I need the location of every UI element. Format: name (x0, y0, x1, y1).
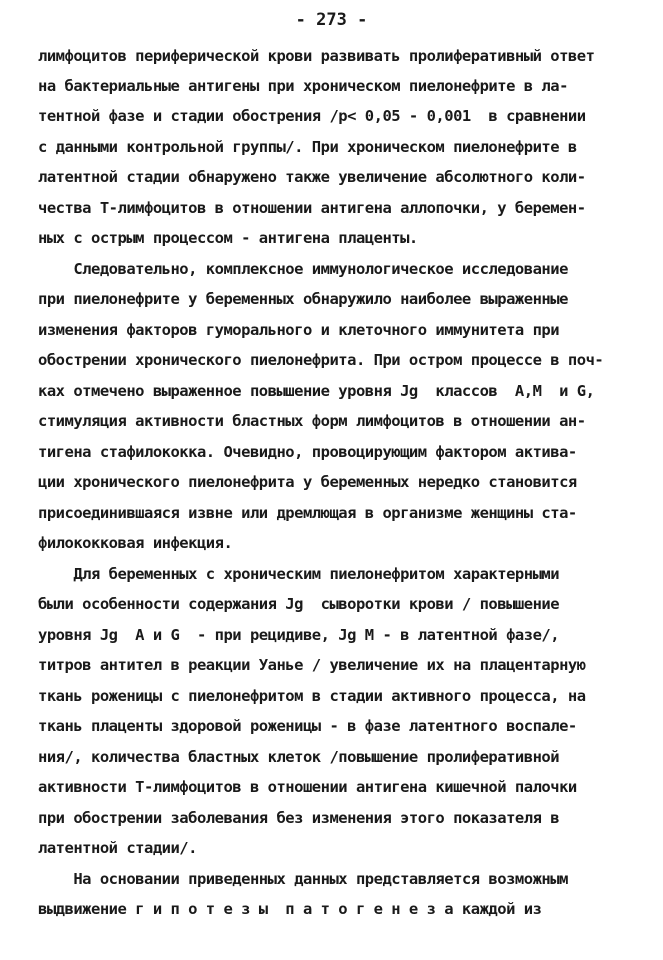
text-line: ткань роженицы с пиелонефритом в стадии активного процесса, на (38, 687, 586, 705)
text-line: были особенности содержания Jg сыворотки крови / повышение (38, 595, 560, 613)
text-line: стимуляция активности бластных форм лимфоцитов в отношении ан- (38, 412, 586, 430)
text-line: активности Т-лимфоцитов в отношении антигена кишечной палочки (38, 778, 577, 796)
text-line: уровня Jg А и G - при рецидиве, Jg М - в латентной фазе/, (38, 626, 560, 644)
text-line: Для беременных с хроническим пиелонефритом характерными (38, 565, 560, 583)
text-line: изменения факторов гуморального и клеточного иммунитета при (38, 321, 560, 339)
text-line: чества Т-лимфоцитов в отношении антигена аллопочки, у беремен- (38, 199, 586, 217)
text-line: тентной фазе и стадии обострения /р< 0,05 - 0,001 в сравнении (38, 107, 586, 125)
text-line: Следовательно, комплексное иммунологическое исследование (38, 260, 568, 278)
text-line: выдвижение г и п о т е з ы п а т о г е н е з а каждой из (38, 900, 542, 918)
text-line: титров антител в реакции Уанье / увеличение их на плацентарную (38, 656, 586, 674)
text-line: при пиелонефрите у беременных обнаружило наиболее выраженные (38, 290, 568, 308)
text-line: ных с острым процессом - антигена плаценты. (38, 229, 418, 247)
text-line: филококковая инфекция. (38, 534, 233, 552)
text-line: тигена стафилококка. Очевидно, провоцирующим фактором активa- (38, 443, 577, 461)
text-line: На основании приведенных данных представляется возможным (38, 870, 568, 888)
text-line: обострении хронического пиелонефрита. При остром процессе в поч- (38, 351, 604, 369)
text-line: лимфоцитов периферической крови развивать пролиферативный ответ (38, 47, 595, 65)
text-line: латентной стадии/. (38, 839, 197, 857)
text-line: ции хронического пиелонефрита у беременных нередко становится (38, 473, 577, 491)
text-line: на бактериальные антигены при хроническом пиелонефрите в ла- (38, 77, 568, 95)
text-line: при обострении заболевания без изменения этого показателя в (38, 809, 560, 827)
text-line: латентной стадии обнаружено также увеличение абсолютного коли- (38, 168, 586, 186)
text-line: ткань плаценты здоровой роженицы - в фазе латентного воспале- (38, 717, 577, 735)
text-line: ках отмечено выраженное повышение уровня Jg классов А,М и G, (38, 382, 595, 400)
text-line: ния/, количества бластных клеток /повышение пролиферативной (38, 748, 560, 766)
text-line: с данными контрольной группы/. При хроническом пиелонефрите в (38, 138, 577, 156)
text-line: присоединившаяся извне или дремлющая в организме женщины ста- (38, 504, 577, 522)
page-number: - 273 - (295, 10, 368, 30)
